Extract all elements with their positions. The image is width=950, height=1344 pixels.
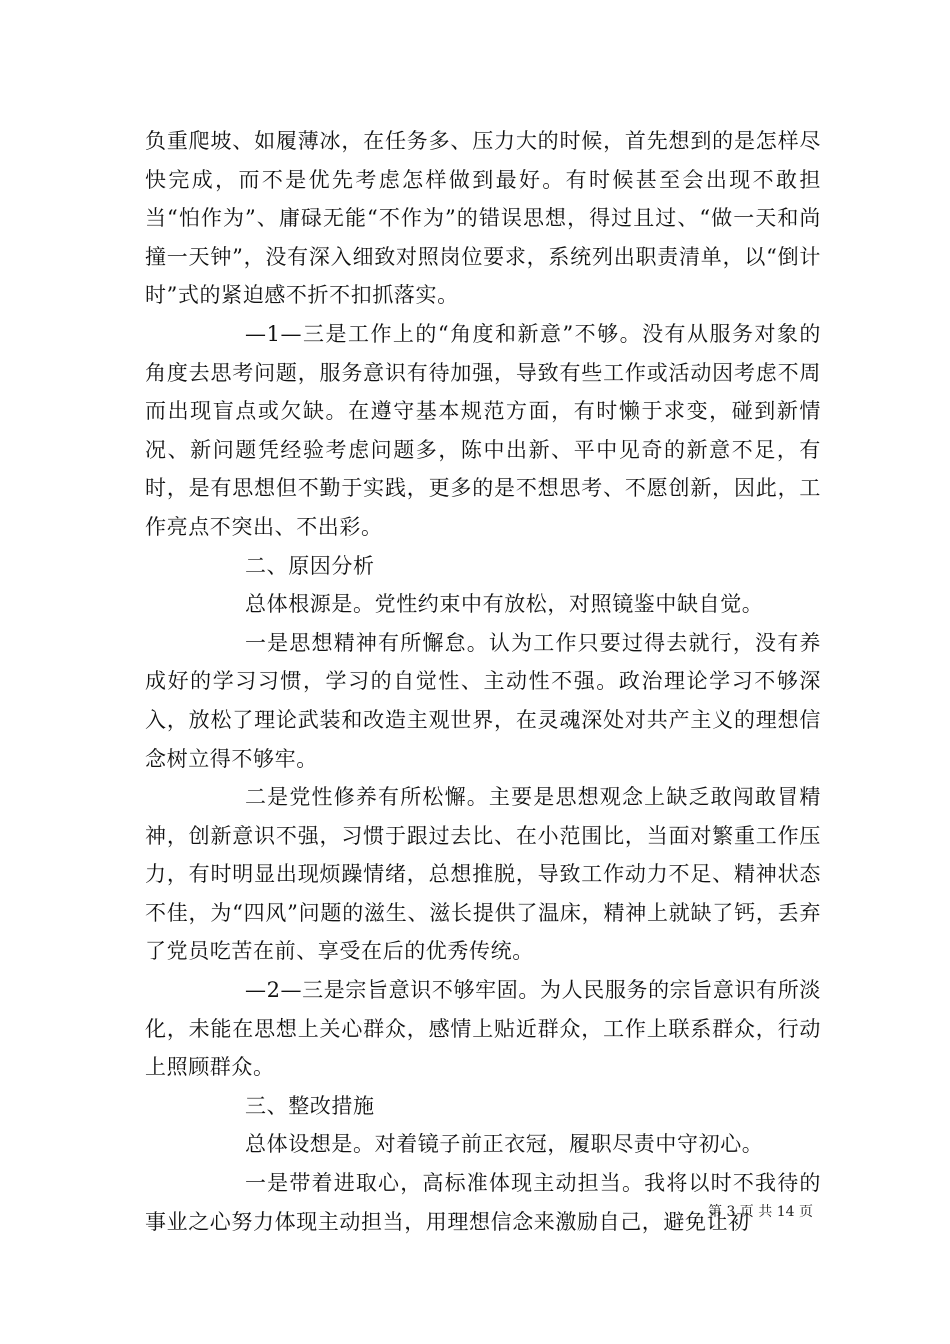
paragraph-cause-2: 二是党性修养有所松懈。主要是思想观念上缺乏敢闯敢冒精神，创新意识不强，习惯于跟过去比、在小范围比，当面对繁重工作压力，有时明显出现烦躁情绪，总想推脱，导致工作动力不足、精神状态不佳，为“四风”问题的滋生、滋长提供了温床，精神上就缺了钙，丢弃了党员吃苦在前、享受在后的优秀传统。 (145, 785, 821, 964)
paragraph-measure-1: 一是带着进取心，高标准体现主动担当。我将以时不我待的事业之心努力体现主动担当，用理想信念来激励自己，避免让初 (145, 1171, 821, 1234)
section-heading-cause-analysis: 二、原因分析 (245, 553, 375, 578)
document-body (145, 122, 821, 1241)
paragraph-2: —1—三是工作上的“角度和新意”不够。没有从服务对象的角度去思考问题，服务意识有待加强，导致有些工作或活动因考虑不周而出现盲点或欠缺。在遵守基本规范方面，有时懒于求变，碰到新情况、新问题凭经验考虑问题多，陈中出新、平中见奇的新意不足，有时，是有思想但不勤于实践，更多的是不想思考、不愿创新，因此，工作亮点不突出、不出彩。 (145, 321, 821, 539)
paragraph-1: 负重爬坡、如履薄冰，在任务多、压力大的时候，首先想到的是怎样尽快完成，而不是优先考虑怎样做到最好。有时候甚至会出现不敢担当“怕作为”、庸碌无能“不作为”的错误思想，得过且过、“做一天和尚撞一天钟”，没有深入细致对照岗位要求，系统列出职责清单，以“倒计时”式的紧迫感不折不扣抓落实。 (145, 129, 821, 308)
paragraph-overall-plan: 总体设想是。对着镜子前正衣冠，履职尽责中守初心。 (245, 1132, 764, 1157)
section-heading-rectification: 三、整改措施 (245, 1093, 375, 1118)
paragraph-root-cause: 总体根源是。党性约束中有放松，对照镜鉴中缺自觉。 (245, 592, 764, 617)
paragraph-cause-1: 一是思想精神有所懈怠。认为工作只要过得去就行，没有养成好的学习习惯，学习的自觉性、主动性不强。政治理论学习不够深入，放松了理论武装和改造主观世界，在灵魂深处对共产主义的理想信念树立得不够牢。 (145, 630, 821, 771)
paragraph-cause-3: —2—三是宗旨意识不够牢固。为人民服务的宗旨意识有所淡化，未能在思想上关心群众，感情上贴近群众，工作上联系群众，行动上照顾群众。 (145, 978, 821, 1080)
page-number-footer: 第 3 页 共 14 页 (708, 1204, 813, 1220)
